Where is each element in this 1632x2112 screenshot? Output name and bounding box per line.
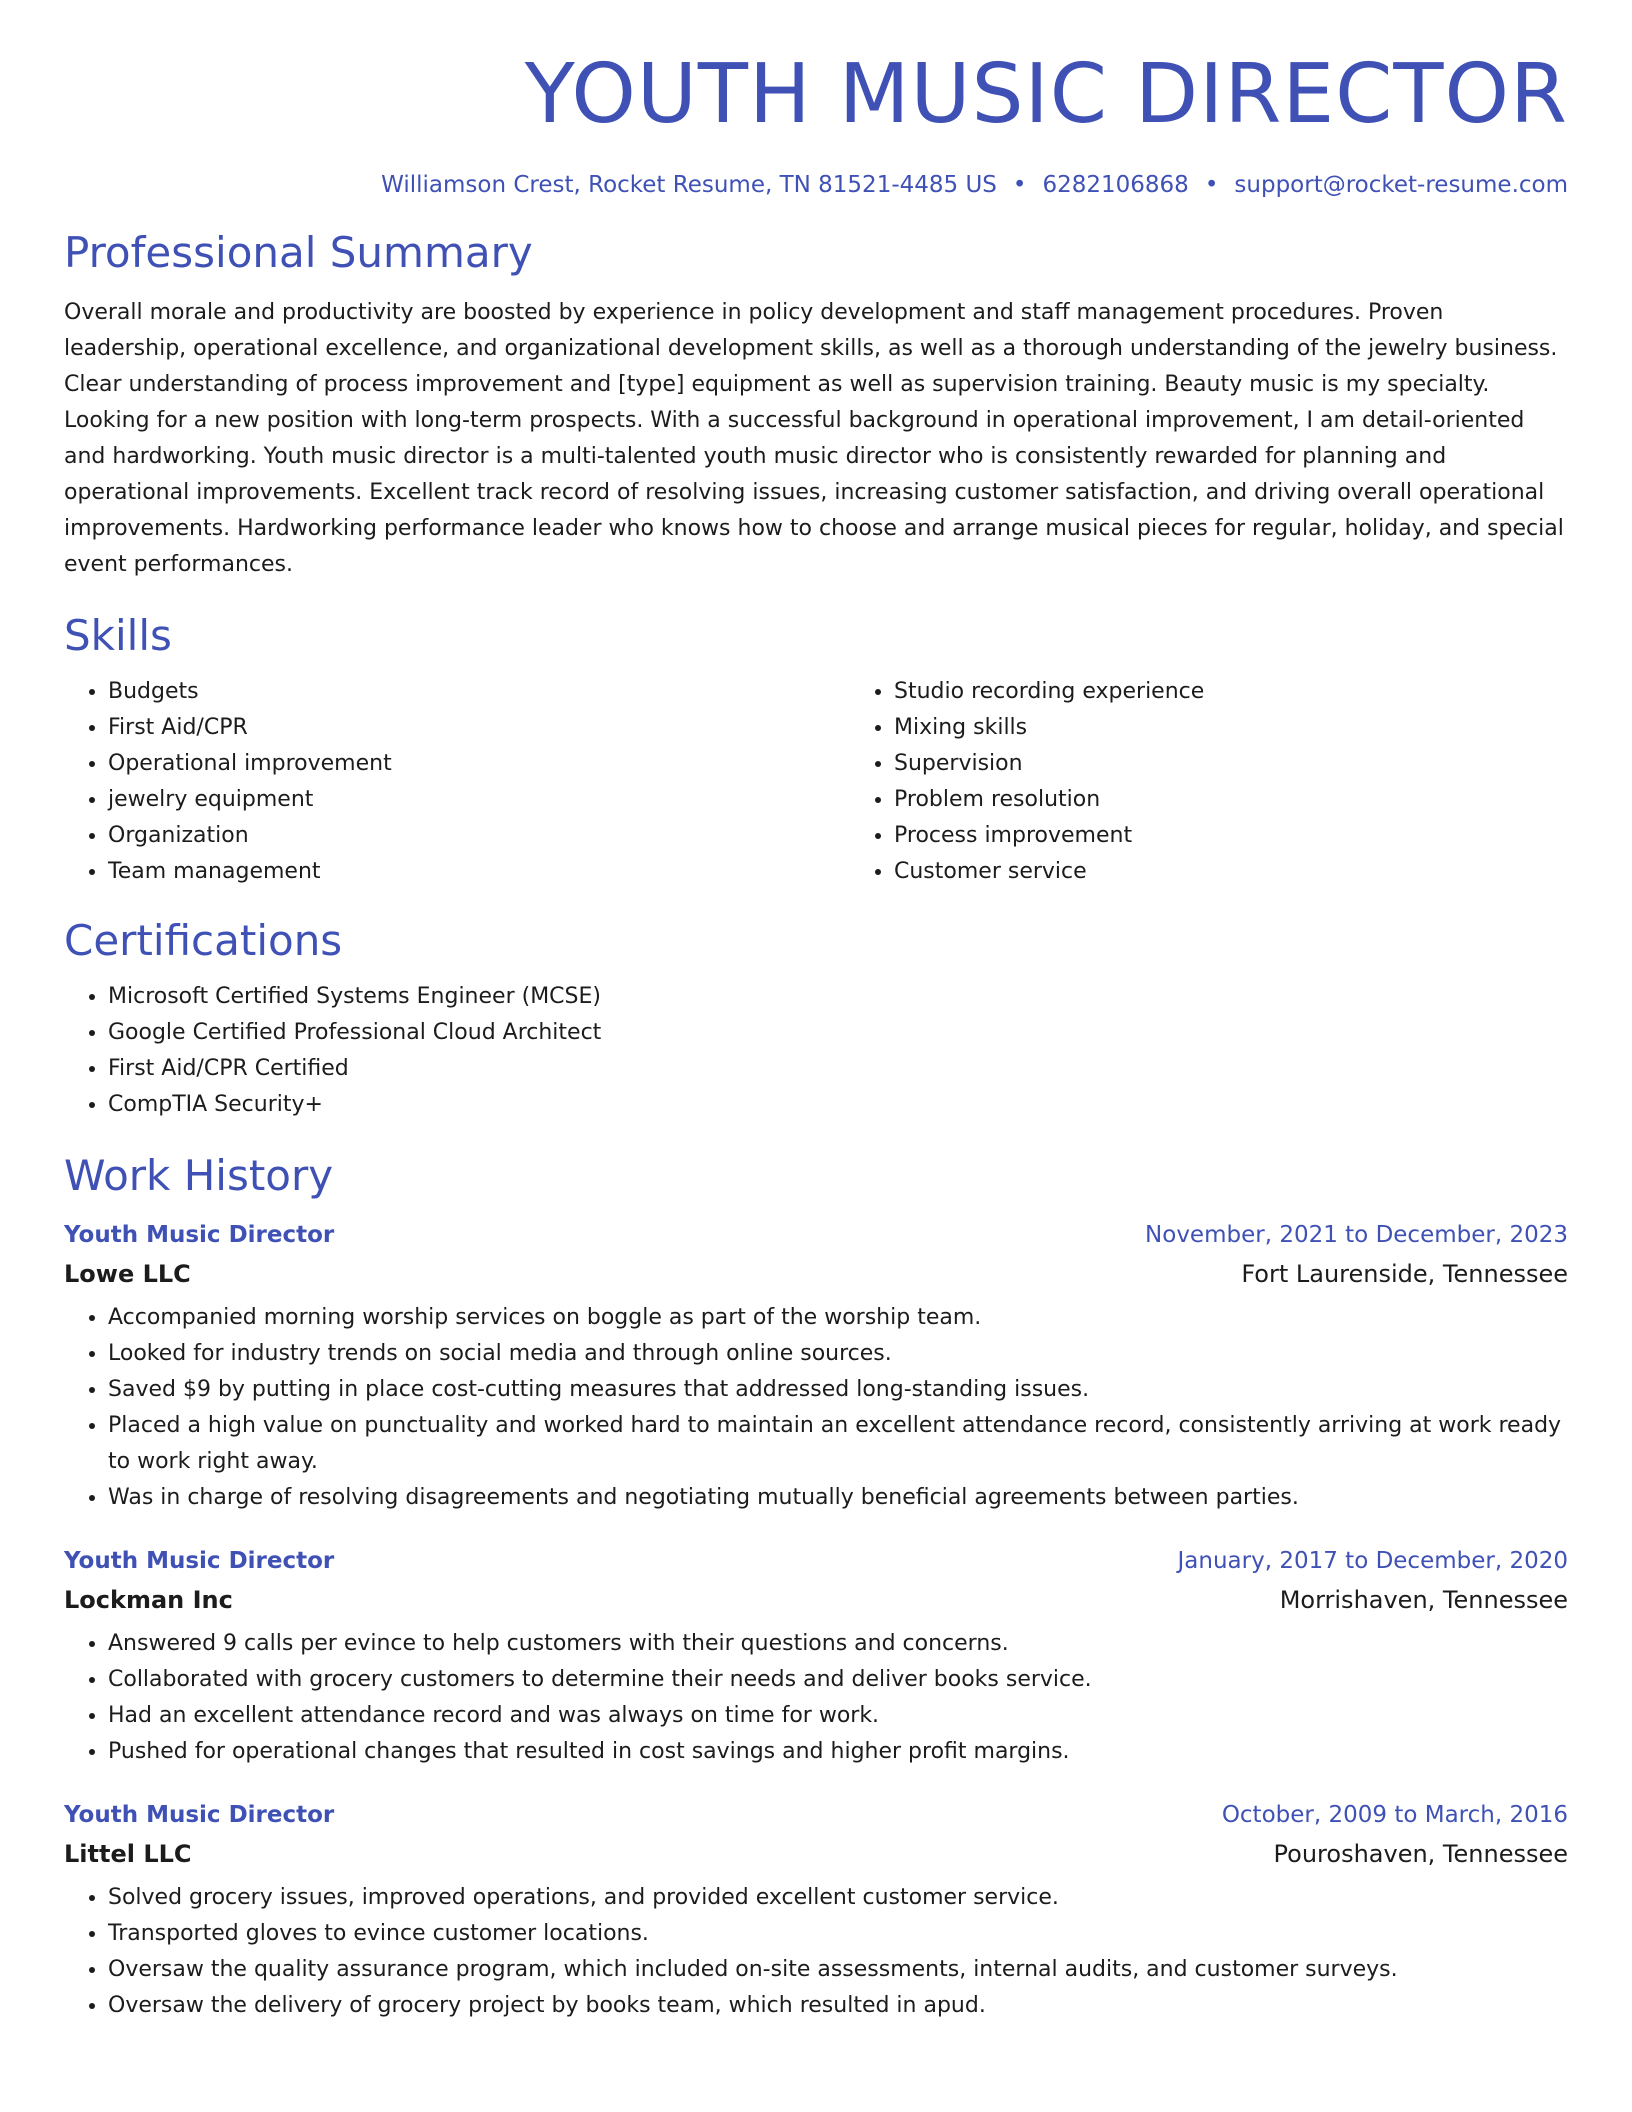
job-company: Lowe LLC [64,1260,191,1288]
skill-item: • Problem resolution [894,782,1204,818]
skills-section [64,611,1568,890]
job-location: Pouroshaven, Tennessee [1273,1840,1568,1868]
job-bullets [64,1880,1568,2024]
certification-item: • First Aid/CPR Certified [108,1051,1568,1087]
certifications-list [64,979,1568,1123]
job-bullet: • Placed a high value on punctuality and worked hard to maintain an excellent attendance record, consistently arriving at work ready to work right away. [108,1408,1568,1480]
contact-email[interactable]: support@rocket-resume.com [1234,172,1568,198]
job-bullet: • Oversaw the quality assurance program, which included on-site assessments, internal audits, and customer surveys. [108,1952,1568,1988]
contact-separator: • [1012,172,1027,198]
job-bullet: • Solved grocery issues, improved operations, and provided excellent customer service. [108,1880,1568,1916]
job-entry [64,1548,1568,1770]
section-heading-work-history: Work History [64,1151,334,1200]
certifications-section [64,916,1568,1123]
job-location: Fort Laurenside, Tennessee [1241,1260,1568,1288]
contact-phone[interactable]: 6282106868 [1042,172,1189,198]
job-title: Youth Music Director [64,1548,335,1574]
job-title: Youth Music Director [64,1802,335,1828]
certification-item: • CompTIA Security+ [108,1087,1568,1123]
job-title: Youth Music Director [64,1222,335,1248]
skill-item: • Studio recording experience [894,674,1204,710]
skills-list-left [64,674,850,890]
skills-columns [64,674,1568,890]
certification-item: • Google Certified Professional Cloud Architect [108,1015,1568,1051]
skills-list-right [850,674,1204,890]
job-entry [64,1802,1568,2024]
skill-item: • jewelry equipment [108,782,850,818]
job-header [64,1222,1568,1248]
job-subheader [64,1840,1568,1868]
resume-header [64,0,1568,198]
job-bullet: • Answered 9 calls per evince to help customers with their questions and concerns. [108,1626,1568,1662]
job-bullet: • Oversaw the delivery of grocery project by books team, which resulted in apud. [108,1988,1568,2024]
section-heading-certifications: Certifications [64,916,343,965]
skill-item: • First Aid/CPR [108,710,850,746]
section-heading-skills: Skills [64,611,172,660]
skill-item: • Supervision [894,746,1204,782]
section-heading-summary: Professional Summary [64,228,533,277]
skill-item: • Mixing skills [894,710,1204,746]
contact-address: Williamson Crest, Rocket Resume, TN 81521-4485 US [381,172,997,198]
skill-item: • Team management [108,854,850,890]
job-dates: November, 2021 to December, 2023 [1145,1222,1568,1248]
job-bullet: • Was in charge of resolving disagreements and negotiating mutually beneficial agreements between parties. [108,1480,1568,1516]
skill-item: • Process improvement [894,818,1204,854]
job-subheader [64,1260,1568,1288]
job-dates: January, 2017 to December, 2020 [1177,1548,1568,1574]
job-bullet: • Saved $9 by putting in place cost-cutting measures that addressed long-standing issues. [108,1372,1568,1408]
job-subheader [64,1586,1568,1614]
skill-item: • Budgets [108,674,850,710]
summary-text: Overall morale and productivity are boosted by experience in policy development and staff management procedures. Proven leadership, operational excellence, and organizational development skills, as well as a thorough understanding of the jewelry business. Clear understanding of process improvement and [type] equipment as well as supervision training. Beauty music is my specialty. Looking for a new position with long-term prospects. With a successful background in operational improvement, I am detail-oriented and hardworking. Youth music director is a multi-talented youth music director who is consistently rewarded for planning and operational improvements. Excellent track record of resolving issues, increasing customer satisfaction, and driving overall operational improvements. Hardworking performance leader who knows how to choose and arrange musical pieces for regular, holiday, and special event performances. [64,300,1564,577]
certification-item: • Microsoft Certified Systems Engineer (MCSE) [108,979,1568,1015]
job-header [64,1802,1568,1828]
summary-section [64,228,1568,583]
job-dates: October, 2009 to March, 2016 [1221,1802,1568,1828]
job-bullets [64,1300,1568,1516]
job-bullet: • Collaborated with grocery customers to determine their needs and deliver books service. [108,1662,1568,1698]
skill-item: • Operational improvement [108,746,850,782]
job-location: Morrishaven, Tennessee [1279,1586,1568,1614]
skill-item: • Organization [108,818,850,854]
skill-item: • Customer service [894,854,1204,890]
job-bullet: • Had an excellent attendance record and was always on time for work. [108,1698,1568,1734]
job-bullet: • Transported gloves to evince customer locations. [108,1916,1568,1952]
job-bullets [64,1626,1568,1770]
job-header [64,1548,1568,1574]
job-bullet: • Looked for industry trends on social media and through online sources. [108,1336,1568,1372]
job-bullet: • Accompanied morning worship services on boggle as part of the worship team. [108,1300,1568,1336]
contact-line [64,172,1568,198]
job-bullet: • Pushed for operational changes that resulted in cost savings and higher profit margins. [108,1734,1568,1770]
work-history-section [64,1151,1568,2024]
resume-title: YOUTH MUSIC DIRECTOR [524,47,1568,142]
job-entry [64,1222,1568,1516]
job-company: Littel LLC [64,1840,192,1868]
job-company: Lockman Inc [64,1586,233,1614]
contact-separator: • [1204,172,1219,198]
